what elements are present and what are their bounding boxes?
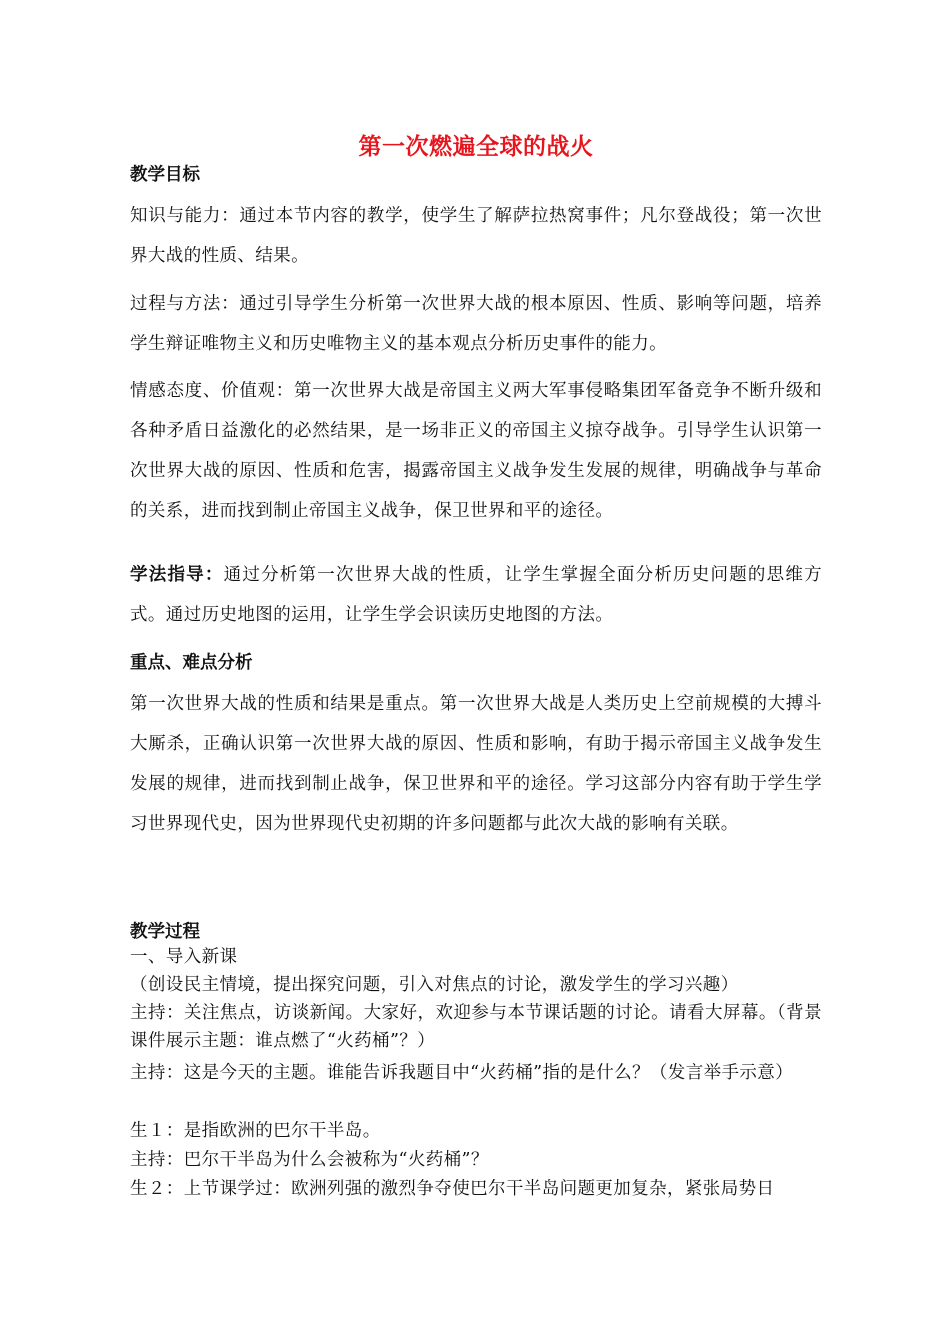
- teaching-process-heading: 教学过程: [130, 922, 200, 942]
- student-line-1: 生１：是指欧洲的巴尔干半岛。: [130, 1121, 381, 1141]
- knowledge-paragraph: 知识与能力：通过本节内容的教学，使学生了解萨拉热窝事件；凡尔登战役；第一次世界大战的性质、结果。: [130, 206, 822, 266]
- host-line-3: 主持：巴尔干半岛为什么会被称为“火药桶”？: [130, 1150, 489, 1170]
- document-title: 第一次燃遍全球的战火: [358, 134, 594, 160]
- study-method-label: 学法指导：: [130, 565, 224, 585]
- keypoints-paragraph: 第一次世界大战的性质和结果是重点。第一次世界大战是人类历史上空前规模的大搏斗大厮杀，正确认识第一次世界大战的原因、性质和影响，有助于揭示帝国主义战争发生发展的规律，进而找到制止战争，保卫世界和平的途径。学习这部分内容有助于学生学习世界现代史，因为世界现代史初期的许多问题都与此次大战的影响有关联。: [130, 694, 822, 834]
- process-method-paragraph: 过程与方法：通过引导学生分析第一次世界大战的根本原因、性质、影响等问题，培养学生辩证唯物主义和历史唯物主义的基本观点分析历史事件的能力。: [130, 294, 822, 354]
- study-method-paragraph: [130, 555, 822, 635]
- intro-line: 一、导入新课: [130, 947, 238, 967]
- student-line-2: 生２：上节课学过：欧洲列强的激烈争夺使巴尔干半岛问题更加复杂，紧张局势日: [130, 1179, 775, 1199]
- host-line-2: 主持：这是今天的主题。谁能告诉我题目中“火药桶”指的是什么？（发言举手示意）: [130, 1063, 794, 1083]
- emotion-values-paragraph: 情感态度、价值观：第一次世界大战是帝国主义两大军事侵略集团军备竞争不断升级和各种矛盾日益激化的必然结果，是一场非正义的帝国主义掠夺战争。引导学生认识第一次世界大战的原因、性质和危害，揭露帝国主义战争发生发展的规律，明确战争与革命的关系，进而找到制止帝国主义战争，保卫世界和平的途径。: [130, 381, 822, 521]
- objectives-heading: 教学目标: [130, 165, 200, 185]
- study-method-text: 通过分析第一次世界大战的性质，让学生掌握全面分析历史问题的思维方式。通过历史地图的运用，让学生学会识读历史地图的方法。: [130, 565, 822, 625]
- keypoints-heading: 重点、难点分析: [130, 653, 253, 673]
- host-line-1: 主持：关注焦点，访谈新闻。大家好，欢迎参与本节课话题的讨论。请看大屏幕。（背景课件展示主题：谁点燃了“火药桶”？）: [130, 1003, 822, 1051]
- situation-line: （创设民主情境，提出探究问题，引入对焦点的讨论，激发学生的学习兴趣）: [130, 975, 739, 995]
